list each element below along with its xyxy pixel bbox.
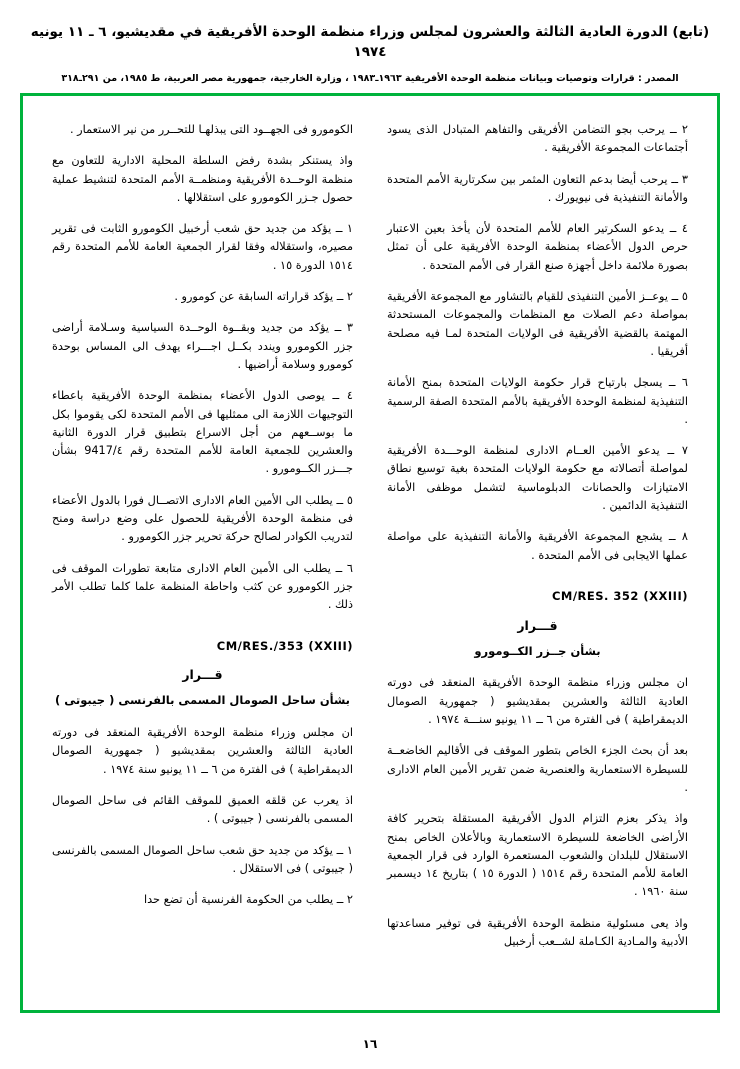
source-line: المصدر : قرارات وتوصيات وبيانات منظمة الوحدة الأفريقية ١٩٦٣ـ١٩٨٣ ، وزارة الخارجية، جمهورية مصر العربية، ط ١٩٨٥، من ٢٩١ـ٣١٨: [61, 72, 679, 84]
paragraph: ٦ ــ يطلب الى الأمين العام الادارى متابعة تطورات الموقف فى جزر الكومورو عن كثب واحاطة المنظمة علما كلما تطلب الأمر ذلك .: [52, 561, 353, 612]
column-right: [387, 121, 688, 985]
paragraph: بعد أن بحث الجزء الخاص بتطور الموقف فى الأقاليم الخاضعــة للسيطرة الاستعمارية والعنصرية ضمن تقرير الأمين العام الادارى .: [387, 744, 688, 794]
paragraph: اذ يعرب عن قلقه العميق للموقف القائم فى ساحل الصومال المسمى بالفرنسى ( جيبوتى ) .: [52, 793, 353, 826]
paragraph: ان مجلس وزراء منظمة الوحدة الأفريقية المنعقد فى دورته العادية الثالثة والعشرين بمقديشيو ( جمهورية الصومال الديمقراطية ) فى الفترة من ٦ ــ ١١ يونيو سنـــة ١٩٧٤ .: [387, 676, 688, 727]
paragraph: ٢ ــ يطلب من الحكومة الفرنسية أن تضع حدا: [143, 893, 353, 907]
paragraph: ٧ ــ يدعو الأمين العــام الادارى لمنظمة الوحـــدة الأفريقية لمواصلة أتصالاته مع حكومة الولايات المتحدة بغية توسيع نطاق الامتيازات والحصانات الدبلوماسية لتشمل موظفى الأمانة التنفيذية الدائمين .: [387, 444, 688, 513]
paragraph: ٤ ــ يدعو السكرتير العام للأمم المتحدة لأن يأخذ بعين الاعتبار حرص الدول الأعضاء بمنظمة الوحدة الأفريقية على أن تمثل بصورة ملائمة داخل أجهزة صنع القرار فى الأمم المتحدة .: [387, 222, 688, 272]
page-number: ١٦: [362, 1037, 378, 1051]
paragraph: واذ يذكر بعزم التزام الدول الأفريقية المستقلة بتحرير كافة الأراضى الخاضعة للسيطرة الاستعمارية وبالأعلان الخاص بمنح الاستقلال للبلدان والشعوب المستعمرة الوارد فى قرار الجمعية العامة للأمم المتحدة رقم ١٥١٤ ( الدورة ١٥ ) بتاريخ ١٤ ديسمبر سنة ١٩٦٠ .: [387, 812, 688, 899]
paragraph: واذ يستنكر بشدة رفض السلطة المحلية الادارية للتعاون مع منظمة الوحــدة الأفريقية ومنظمــة الأمم المتحدة لتنشيط عملية حصول جـزر الكومورو على استقلالها .: [52, 154, 353, 204]
column-left: [52, 121, 353, 985]
resolution-heading: قـــرار: [517, 617, 558, 633]
page-title: (تابع) الدورة العادية الثالثة والعشرون لمجلس وزراء منظمة الوحدة الأفريقية في مقديشيو، ٦ ـ ١١ يونيه ١٩٧٤: [30, 24, 710, 61]
paragraph: واذ يعى مسئولية منظمة الوحدة الأفريقية فى توفير مساعدتها الأدبية والمـادية الكـاملة لشــعب أرخبيل: [387, 916, 688, 948]
paragraph: ٦ ــ يسجل بارتياح قرار حكومة الولايات المتحدة بمنح الأمانة التنفيذية لمنظمة الوحدة الأفريقية بالأمم المتحدة الصفة الرسمية .: [387, 376, 688, 426]
paragraph: ان مجلس وزراء منظمة الوحدة الأفريقية المنعقد فى دورته العادية الثالثة والعشرين بمقديشيو ( جمهورية الصومال الديمقراطية ) فى الفترة من ٦ ــ ١١ يونيو سنة ١٩٧٤ .: [52, 726, 353, 776]
paragraph: ٥ ــ يوعــز الأمين التنفيذى للقيام بالتشاور مع المجموعة الأفريقية بمواصلة دعم الصلات مع المنظمات والمجموعات المستحدثة المهتمة بالقضية الأفريقية فى الولايات المتحدة لمـا فيه مصلحة أفريقيا .: [387, 290, 688, 358]
paragraph: ١ ــ يؤكد من جديد حق شعب ساحل الصومال المسمى بالفرنسى ( جيبوتى ) فى الاستقلال .: [52, 843, 353, 875]
resolution-subject: بشأن جــزر الكــومورو: [474, 643, 601, 658]
paragraph: ١ ــ يؤكد من جديد حق شعب أرخبيل الكومورو الثابت فى تقرير مصيره، واستقلاله وفقا لقرار الجمعية العامة للأمم المتحدة رقم ١٥١٤ الدورة ١٥ .: [52, 222, 353, 272]
paragraph: ٢ ــ يؤكد قراراته السابقة عن كومورو .: [174, 290, 353, 304]
paragraph: ٣ ــ يؤكد من جديد وبقــوة الوحــدة السياسية وسـلامة أراضى جزر الكومورو ويندد بكــل اجـــراء يهدف الى المساس بوحدة كومورو وسلامة أراضيها .: [52, 321, 353, 371]
resolution-id: CM/RES. 352 (XXIII): [551, 588, 688, 603]
paragraph: ٣ ــ يرحب أيضا بدعم التعاون المثمر بين سكرتارية الأمم المتحدة والأمانة التنفيذية فى نيويورك .: [387, 172, 688, 204]
paragraph: ٨ ــ يشجع المجموعة الأفريقية والأمانة التنفيذية على مواصلة عملها الايجابى فى الأمم المتحدة .: [387, 530, 688, 562]
paragraph: ٥ ــ يطلب الى الأمين العام الادارى الاتصــال فورا بالدول الأعضاء فى منظمة الوحدة الأفريقية للحصول على وضع دراسة ومنح لتدريب الكوادر لصالح حركة تحرير جزر الكومورو .: [52, 493, 353, 544]
paragraph: ٤ ــ يوصى الدول الأعضاء بمنظمة الوحدة الأفريقية باعطاء التوجيهات اللازمة الى ممثليها فى الأمم المتحدة لكى يقوموا بكل ما بوســعهم من أجل الاسراع بتطبيق قرار الدورة الثانية والعشرين للجمعية العامة للأمم المتحدة رقم 9417/٤ بشأن جـــزر الكــومورو .: [52, 389, 353, 476]
two-column-body: [34, 107, 706, 999]
resolution-heading: قـــرار: [182, 667, 223, 683]
resolution-subject: بشأن ساحل الصومال المسمى بالفرنسى ( جيبوتى ): [55, 693, 350, 708]
paragraph: ٢ ــ يرحب بجو التضامن الأفريقى والتفاهم المتبادل الذى يسود أجتماعات المجموعة الأفريقية .: [387, 123, 688, 155]
resolution-id: CM/RES./353 (XXIII): [216, 638, 353, 653]
paragraph: الكومورو فى الجهــود التى يبذلهـا للتحــرر من نير الاستعمار .: [70, 123, 353, 136]
page-header: [0, 0, 740, 85]
